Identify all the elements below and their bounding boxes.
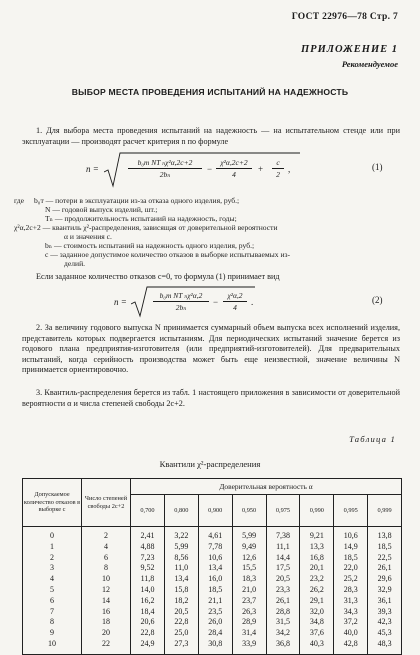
table-cell: 18,2 (174, 595, 189, 605)
column-quantiles (232, 527, 266, 655)
table-cell: 17,5 (275, 563, 290, 573)
table-cell: 36,8 (275, 638, 290, 648)
column-quantiles (266, 527, 300, 655)
alpha-header: 0,990 (300, 495, 334, 527)
page-header-gost: ГОСТ 22976—78 Стр. 7 (291, 12, 398, 22)
table-cell: 6 (50, 595, 54, 605)
table-cell: 20,6 (140, 617, 155, 627)
table-cell: 26,0 (208, 617, 223, 627)
paragraph-2: 2. За величину годового выпуска N принимается суммарный объем выпуска всех исполнений изделия, представитель которых подвергается испытаниям. Для периодических испытаний значение берется из годового плана предприятия-изготовителя (или предприятий-изготовителей). Для предварительных испытаний, когда серийность производства может быть еще неизвестной, значение величины N принимается ориентировочно. (22, 323, 400, 375)
table-cell: 7,23 (140, 552, 155, 562)
table-cell: 26,1 (377, 563, 392, 573)
alpha-header: 0,995 (334, 495, 368, 527)
table-cell: 7 (50, 606, 54, 616)
column-degrees (82, 527, 131, 655)
table-cell: 24,9 (140, 638, 155, 648)
table-cell: 1 (50, 541, 54, 551)
legend-item: bₙ — стоимость испытаний на надежность одного изделия, руб.; (45, 241, 255, 250)
table-cell: 34,8 (309, 617, 324, 627)
table-cell: 12,6 (242, 552, 257, 562)
table-cell: 22 (102, 638, 110, 648)
legend-item: b₀т — потери в эксплуатации из-за отказа одного изделия, руб.; (34, 196, 240, 205)
table-cell: 28,9 (242, 617, 257, 627)
table-cell: 23,7 (242, 595, 257, 605)
formula-2 (0, 284, 420, 320)
table-cell: 23,3 (275, 584, 290, 594)
paragraph-3: 3. Квантиль-распределения берется из табл. 1 настоящего приложения в зависимости от доверительной вероятности α и числа степеней свободы 2c+2. (22, 388, 400, 408)
table-cell: 10 (102, 574, 110, 584)
table-cell: 26,1 (275, 595, 290, 605)
table-cell: 16,8 (309, 552, 324, 562)
table-cell: 25,0 (174, 628, 189, 638)
header-confidence: Доверительная вероятность α (131, 479, 402, 495)
formula-1-frac-1-den: 2bₙ (159, 170, 171, 179)
formula-1-frac-2 (216, 158, 252, 179)
formula-2-frac-2-den: 4 (233, 303, 237, 312)
table-cell: 11,1 (276, 541, 290, 551)
quantile-table (22, 478, 402, 655)
table-cell: 29,6 (377, 574, 392, 584)
table-cell: 9,52 (140, 563, 155, 573)
table-cell: 18,5 (377, 541, 392, 551)
formula-1 (0, 150, 420, 190)
table-cell: 13,4 (174, 574, 189, 584)
formula-2-number: (2) (372, 295, 383, 305)
table-cell: 18,4 (140, 606, 155, 616)
formula-1-minus: − (207, 164, 213, 174)
alpha-header: 0,975 (266, 495, 300, 527)
table-cell: 22,8 (174, 617, 189, 627)
formula-1-frac-3 (272, 158, 284, 179)
table-cell: 8,56 (174, 552, 189, 562)
table-cell: 7,78 (208, 541, 223, 551)
table-cell: 22,5 (377, 552, 392, 562)
table-cell: 18,5 (343, 552, 358, 562)
table-cell: 23,5 (208, 606, 223, 616)
table-cell: 22,0 (343, 563, 358, 573)
table-cell: 4 (50, 574, 54, 584)
header-failures: Допускаемое количество отказов в выборке c (23, 479, 82, 527)
table-cell: 27,3 (174, 638, 189, 648)
table-cell: 31,5 (275, 617, 290, 627)
table-cell: 28,4 (208, 628, 223, 638)
table-cell: 29,1 (309, 595, 324, 605)
table-cell: 6 (104, 552, 108, 562)
legend-item: N — годовой выпуск изделий, шт.; (45, 205, 158, 214)
table-cell: 8 (50, 617, 54, 627)
table-cell: 37,6 (309, 628, 324, 638)
table-cell: 42,3 (377, 617, 392, 627)
table-cell: 21,1 (208, 595, 223, 605)
column-quantiles (131, 527, 165, 655)
table-cell: 10,6 (208, 552, 223, 562)
column-quantiles (368, 527, 402, 655)
table-cell: 36,1 (377, 595, 392, 605)
column-failures (23, 527, 82, 655)
column-quantiles (198, 527, 232, 655)
table-cell: 18,3 (242, 574, 257, 584)
table-cell: 4,61 (208, 531, 223, 540)
table-cell: 11,0 (174, 563, 189, 573)
table-cell: 3,22 (174, 531, 189, 540)
table-cell: 42,8 (343, 638, 358, 648)
formula-1-number: (1) (372, 162, 383, 172)
table-cell: 5,99 (242, 531, 257, 540)
table-cell: 13,4 (208, 563, 223, 573)
table-cell: 4,88 (140, 541, 155, 551)
table-cell: 13,3 (309, 541, 324, 551)
table-cell: 26,2 (309, 584, 324, 594)
formula-1-frac-1 (128, 158, 202, 179)
legend-where: где (14, 196, 24, 205)
table-cell: 40,3 (309, 638, 324, 648)
table-label: Таблица 1 (349, 434, 396, 444)
header-degrees-of-freedom: Число степеней свободы 2c+2 (82, 479, 131, 527)
table-cell: 20,5 (275, 574, 290, 584)
table-cell: 16,2 (140, 595, 155, 605)
table-cell: 9,21 (309, 531, 324, 540)
table-cell: 12 (102, 584, 110, 594)
formula-1-frac-1-num: b₀т NT ₙχ²α,2c+2 (128, 158, 202, 169)
section-title: ВЫБОР МЕСТА ПРОВЕДЕНИЯ ИСПЫТАНИЙ НА НАДЕЖНОСТЬ (71, 87, 349, 97)
table-cell: 7,38 (275, 531, 290, 540)
table-cell: 48,3 (377, 638, 392, 648)
table-cell: 18 (102, 617, 110, 627)
paragraph-c0: Если заданное количество отказов c=0, то формула (1) принимает вид (36, 272, 280, 281)
table-cell: 34,2 (275, 628, 290, 638)
table-cell: 32,9 (377, 584, 392, 594)
alpha-header: 0,950 (232, 495, 266, 527)
table-cell: 34,3 (343, 606, 358, 616)
table-cell: 4 (104, 541, 108, 551)
table-cell: 9,49 (242, 541, 257, 551)
table-cell: 5 (50, 584, 54, 594)
column-quantiles (300, 527, 334, 655)
table-cell: 11,8 (140, 574, 155, 584)
legend-item: χ²α,2c+2 — квантиль χ²-распределения, зависящая от доверительной вероятности (14, 223, 278, 232)
formula-1-frac-2-num: χ²α,2c+2 (216, 158, 252, 169)
table-cell: 31,3 (343, 595, 358, 605)
formula-1-frac-3-den: 2 (276, 170, 280, 179)
table-cell: 20,1 (309, 563, 324, 573)
table-cell: 2 (104, 531, 108, 540)
table-cell: 21,0 (242, 584, 257, 594)
formula-1-plus: + (258, 164, 264, 174)
table-cell: 14,0 (140, 584, 155, 594)
alpha-header: 0,900 (198, 495, 232, 527)
table-cell: 26,3 (242, 606, 257, 616)
table-cell: 37,2 (343, 617, 358, 627)
table-cell: 28,3 (343, 584, 358, 594)
formula-2-frac-2-num: χ²α,2 (223, 291, 247, 302)
table-caption: Квантили χ²-распределения (159, 459, 261, 469)
table-cell: 20 (102, 628, 110, 638)
table-cell: 33,9 (242, 638, 257, 648)
paragraph-1: 1. Для выбора места проведения испытаний на надежность — на испытательном стенде или при эксплуатации — производят расчет критерия n по формуле (22, 126, 400, 146)
legend-item: Tₙ — продолжительность испытаний на надежность, годы; (45, 214, 237, 223)
formula-1-lhs: n = (86, 164, 99, 174)
table-cell: 39,3 (377, 606, 392, 616)
formula-1-punct: , (288, 164, 291, 174)
formula-2-lhs: n = (114, 297, 127, 307)
table-cell: 3 (50, 563, 54, 573)
formula-2-frac-1 (153, 291, 209, 312)
table-cell: 5,99 (174, 541, 189, 551)
table-cell: 0 (50, 531, 54, 540)
table-cell: 14 (102, 595, 110, 605)
table-cell: 10 (48, 638, 56, 648)
legend-item: делий. (64, 259, 86, 268)
legend-item: c — заданное допустимое количество отказов в выборке испытываемых из- (45, 250, 291, 259)
table-cell: 16 (102, 606, 110, 616)
table-cell: 25,2 (343, 574, 358, 584)
formula-2-frac-2 (223, 291, 247, 312)
formula-2-minus: − (213, 297, 219, 307)
table-cell: 14,4 (275, 552, 290, 562)
table-cell: 28,8 (275, 606, 290, 616)
alpha-header: 0,800 (164, 495, 198, 527)
table-cell: 30,8 (208, 638, 223, 648)
table-cell: 31,4 (242, 628, 257, 638)
column-quantiles (334, 527, 368, 655)
table-cell: 45,3 (377, 628, 392, 638)
formula-2-frac-1-num: b₀т NT ₙχ²α,2 (153, 291, 209, 302)
alpha-header: 0,999 (368, 495, 402, 527)
alpha-header: 0,700 (131, 495, 165, 527)
table-cell: 32,0 (309, 606, 324, 616)
appendix-title: ПРИЛОЖЕНИЕ 1 (301, 44, 398, 55)
appendix-status: Рекомендуемое (341, 59, 398, 69)
table-cell: 15,8 (174, 584, 189, 594)
table-cell: 15,5 (242, 563, 257, 573)
legend-item: α и значения c. (64, 232, 112, 241)
table-cell: 10,6 (343, 531, 358, 540)
table-cell: 22,8 (140, 628, 155, 638)
column-quantiles (164, 527, 198, 655)
table-cell: 8 (104, 563, 108, 573)
table-cell: 9 (50, 628, 54, 638)
formula-1-frac-3-num: c (272, 158, 284, 169)
table-cell: 2,41 (140, 531, 155, 540)
table-cell: 18,5 (208, 584, 223, 594)
table-cell: 16,0 (208, 574, 223, 584)
table-cell: 23,2 (309, 574, 324, 584)
table-cell: 14,9 (343, 541, 358, 551)
table-cell: 20,5 (174, 606, 189, 616)
table-cell: 40,0 (343, 628, 358, 638)
formula-1-frac-2-den: 4 (232, 170, 236, 179)
formula-2-punct: . (251, 297, 254, 307)
formula-2-frac-1-den: 2bₙ (175, 303, 187, 312)
table-cell: 13,8 (377, 531, 392, 540)
table-cell: 2 (50, 552, 54, 562)
